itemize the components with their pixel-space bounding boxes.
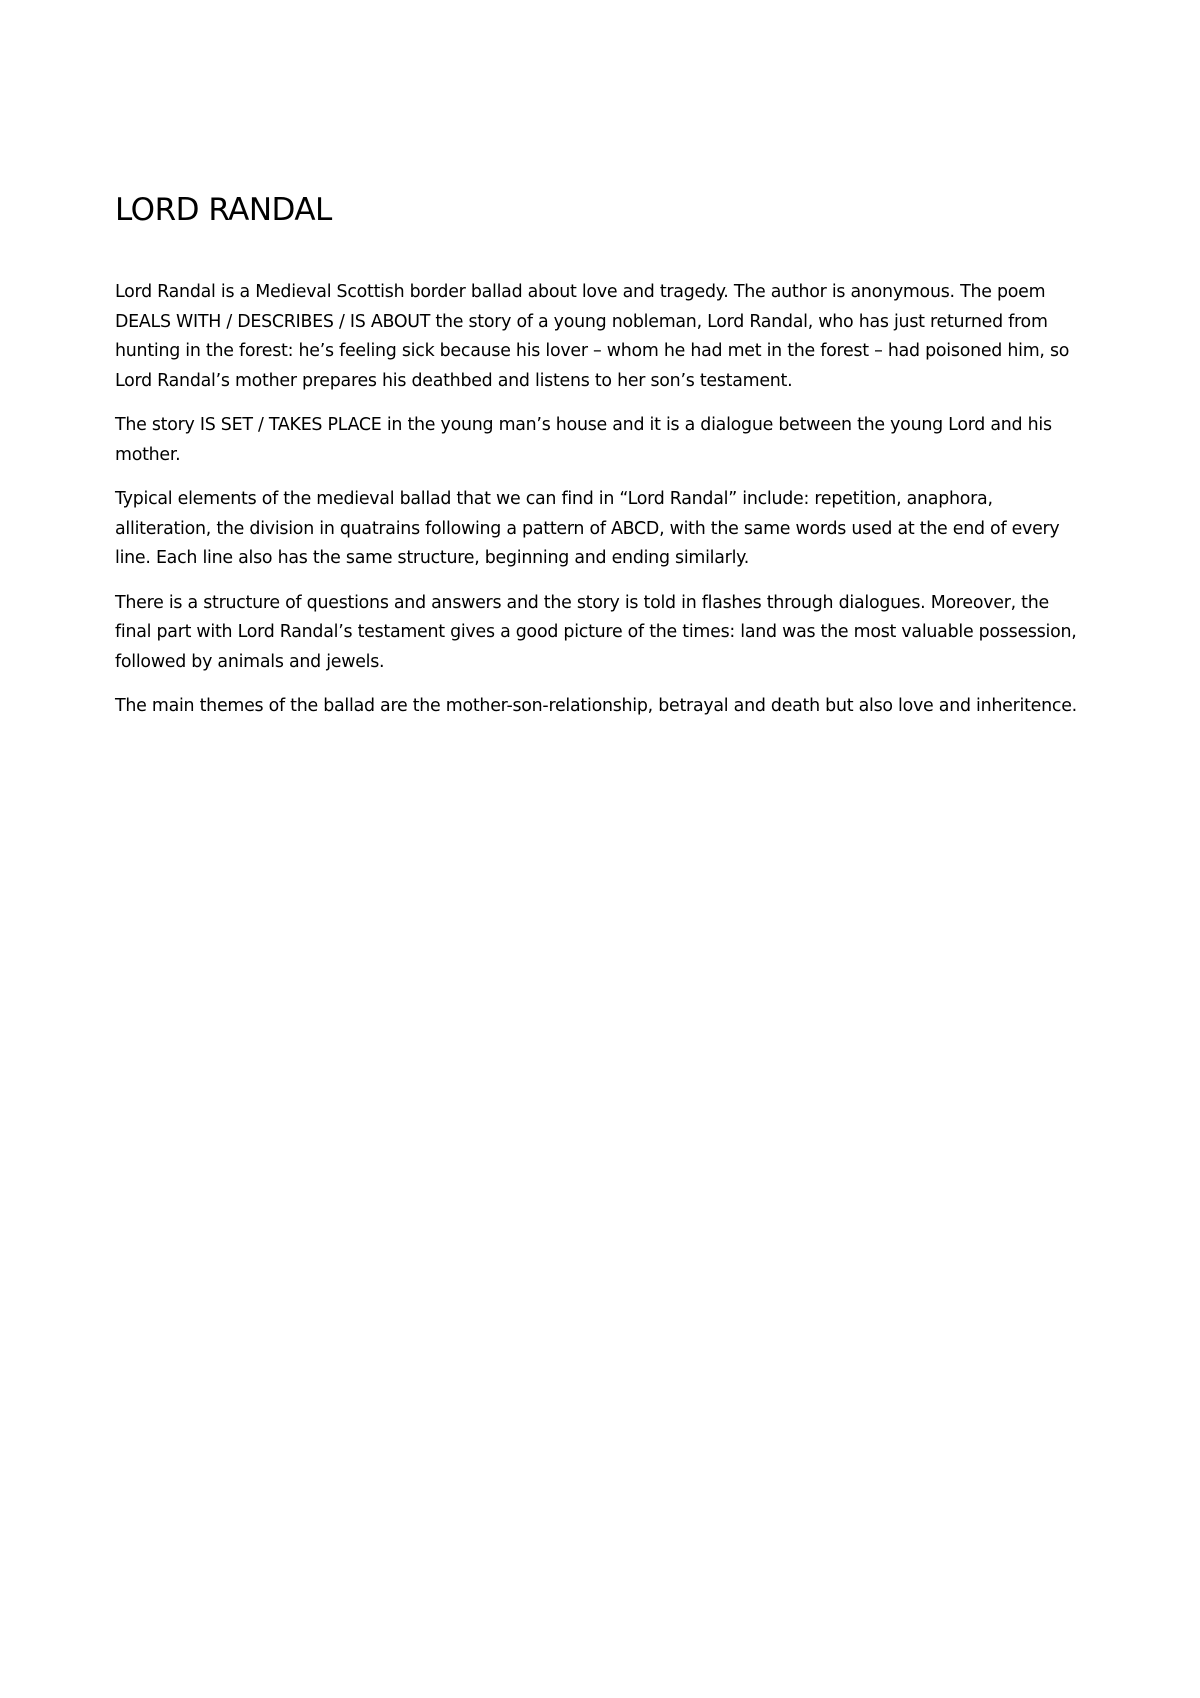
document-title: LORD RANDAL bbox=[115, 192, 332, 228]
document-body bbox=[115, 278, 1085, 722]
paragraph-setting: The story IS SET / TAKES PLACE in the young man’s house and it is a dialogue between the young Lord and his mother. bbox=[115, 415, 1052, 465]
paragraph-intro: Lord Randal is a Medieval Scottish border ballad about love and tragedy. The author is anonymous. The poem DEALS WITH / DESCRIBES / IS ABOUT the story of a young nobleman, Lord Randal, who has just returned from hunting in the forest: he’s feeling sick because his lover – whom he had met in the forest – had poisoned him, so Lord Randal’s mother prepares his deathbed and listens to her son’s testament. bbox=[115, 282, 1070, 391]
paragraph-elements: Typical elements of the medieval ballad that we can find in “Lord Randal” include: repetition, anaphora, alliteration, the division in quatrains following a pattern of ABCD, with the same words used at the end of every line. Each line also has the same structure, beginning and ending similarly. bbox=[115, 489, 1060, 568]
paragraph-themes: The main themes of the ballad are the mother-son-relationship, betrayal and death but also love and inheritence. bbox=[115, 696, 1077, 716]
paragraph-structure: There is a structure of questions and answers and the story is told in flashes through dialogues. Moreover, the final part with Lord Randal’s testament gives a good picture of the times: land was the most valuable possession, followed by animals and jewels. bbox=[115, 592, 1077, 672]
document-content bbox=[115, 190, 1085, 737]
